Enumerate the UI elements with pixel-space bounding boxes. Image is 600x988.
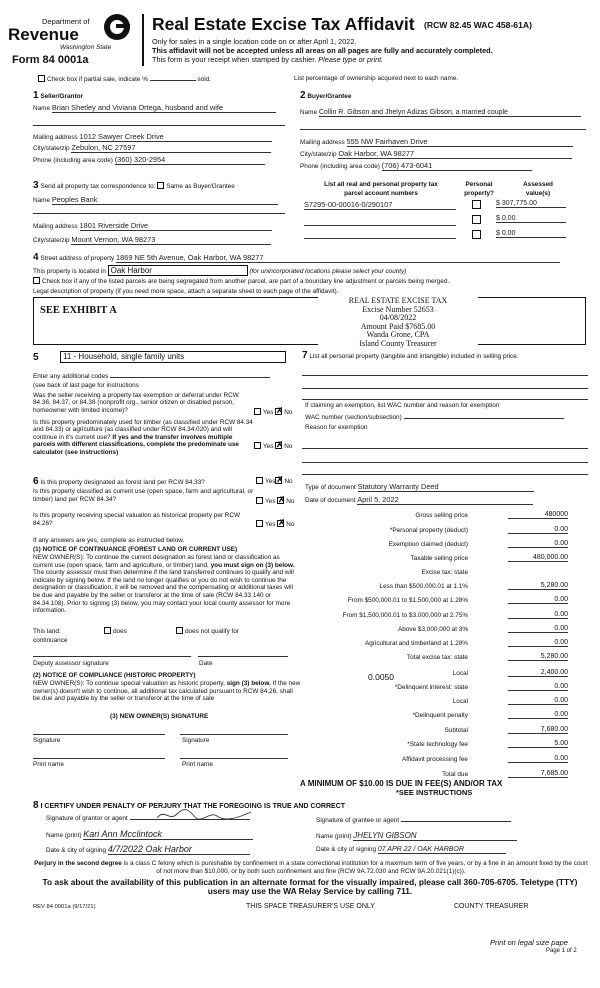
exhibit-text: SEE EXHIBIT A (40, 305, 117, 316)
historic-no-label: No (286, 521, 295, 528)
owner-print-line-1[interactable] (33, 758, 165, 759)
fee-value[interactable]: 0.00 (508, 526, 568, 534)
fee-label: Gross selling price (415, 512, 468, 519)
parcel-number-1[interactable]: S7295-00-00016-0/290107 (304, 200, 456, 210)
reason-label: Reason for exemption (305, 424, 368, 431)
fee-label: From $1,500,000.01 to $3,000,000 at 2.75% (342, 612, 468, 619)
buyer-mail[interactable]: 555 NW Fairhaven Drive (347, 137, 573, 147)
q2-no-checkbox[interactable] (275, 442, 282, 449)
dor-logo (4, 12, 144, 68)
street-label: Street address of property (40, 255, 115, 262)
buyer-name[interactable]: Collin R. Gibson and Jhelyn Adizas Gibson, a married couple (319, 109, 581, 117)
grantor-print-label: Name (print) (46, 832, 82, 839)
fee-label: Total due (442, 771, 468, 778)
fee-label: *Delinquent interest: state (394, 684, 468, 691)
stamp-line-6: Island County Treasurer (359, 338, 437, 348)
grantee-print-name[interactable]: JHELYN GIBSON (353, 831, 517, 841)
stamp-line-5: Wanda Grone, CPA (366, 330, 430, 340)
notice-2-body (33, 680, 301, 703)
personal-checkbox-1[interactable] (472, 200, 481, 209)
location-note: (for unincorporated locations please select your county) (249, 268, 407, 275)
partial-pct-field[interactable] (150, 80, 196, 81)
notice-2-text-b: sign (3) below. (226, 680, 271, 687)
logo-revenue-text: Revenue (8, 25, 79, 44)
land-use-code-select[interactable]: 11 - Household, single family units (60, 351, 286, 363)
assessed-value-1[interactable]: $ 307,775.00 (496, 200, 566, 208)
fee-label: Less than $500,000.01 at 1.1% (379, 583, 468, 590)
buyer-phone-label: Phone (including area code) (300, 163, 380, 170)
owner-print-label-2: Print name (182, 761, 213, 768)
seller-name[interactable]: Brian Shetley and Viviana Ortega, husband and wife (52, 103, 276, 113)
notice-2-title: (2) NOTICE OF COMPLIANCE (HISTORIC PROPERTY) (33, 672, 196, 679)
forest-question-text: Is this property designated as forest land per RCW 84.33? (40, 479, 205, 486)
notice-1-text-a: NEW OWNER(S): To continue the current designation as forest land or classification as current use (open space, farm and agriculture, or timber) land, (33, 554, 280, 569)
header-line-1: Only for sales in a single location code on or after April 1, 2022. (152, 37, 357, 46)
fee-value[interactable]: 480000 (508, 511, 568, 519)
doc-date-label: Date of document (305, 497, 356, 504)
parcel-line-3[interactable] (304, 238, 456, 239)
continuance-label: continuance (33, 637, 68, 644)
personal-checkbox-3[interactable] (472, 230, 481, 239)
minimum-due-note: A MINIMUM OF $10.00 IS DUE IN FEE(S) AND/OR TAX (300, 779, 503, 788)
grantor-signature-scribble (155, 808, 255, 822)
fee-label: From $500,000.01 to $1,500,000 at 1.28% (347, 597, 468, 604)
fee-value[interactable]: 5.00 (508, 740, 568, 748)
rcw-reference: (RCW 82.45 WAC 458-61A) (424, 20, 532, 30)
fee-value[interactable]: 0.00 (508, 755, 568, 763)
new-owner-sig-title: (3) NEW OWNER(S) SIGNATURE (110, 713, 209, 720)
buyer-mail-label: Mailing address (300, 139, 345, 146)
forest-no-label: No (284, 478, 293, 485)
sec3-number: 3 (33, 180, 39, 191)
historic-yes-label: Yes (265, 521, 276, 528)
street-address[interactable]: 1869 NE 5th Avenue, Oak Harbor, WA 98277 (116, 253, 560, 263)
doc-date[interactable]: April 5, 2022 (357, 495, 533, 505)
fee-label: *Delinquent penalty (412, 712, 468, 719)
buyer-city-label: City/state/zip (300, 151, 337, 158)
parcel-line-2[interactable] (304, 225, 456, 226)
fee-label: Local (452, 698, 468, 705)
forest-yes-checkbox[interactable] (256, 477, 263, 484)
location-select[interactable]: Oak Harbor (108, 265, 248, 276)
sec3-mail[interactable]: 1801 Riverside Drive (80, 221, 272, 231)
form-number: Form 84 0001a (12, 54, 89, 66)
logo-dept-text: Department of (42, 17, 90, 26)
perjury-text: is a class C felony which is punishable by confinement in a state correctional institution for a maximum term of five years, or by a fine in an amount fixed by the court of not more than $10,000, or by both such confinement and fine (RCW 9A.72.030 and RCW 9A.20.021(1)(c)). (123, 860, 588, 875)
grantee-sig-label: Signature of grantee or agent (316, 817, 400, 824)
fee-value[interactable]: 5,280.00 (508, 653, 568, 661)
personal-header: Personal (465, 181, 493, 188)
grantee-date-city[interactable]: 07 APR 22 / OAK HARBOR (378, 846, 506, 854)
doc-type[interactable]: Statutory Warranty Deed (358, 482, 534, 492)
sec4-number: 4 (33, 252, 39, 263)
personal-property-line-2[interactable] (302, 388, 588, 389)
ownership-note: List percentage of ownership acquired next to each name. (294, 75, 459, 82)
seller-phone-label: Phone (including area code) (33, 157, 113, 164)
exemption-question: Was the seller receiving a property tax exemption or deferral under RCW 84.36, 84.37, or 84.38 (nonprofit org., senior citizen or disabled person, homeowner with limited income)? (33, 392, 239, 414)
q2-yes-checkbox[interactable] (254, 442, 261, 449)
grantor-print-name[interactable]: Kari Ann Mcclintock (83, 829, 253, 840)
notice-1-text-c: The county assessor must then determine if the land transferred continues to qualify and will indicate by signing below. If the land no longer qualifies or you do not wish to continue the designation or classification, it will be removed and the compensating or additional taxes will be due and payable by the seller or transferor at the time of sale (RCW 84.33.140 or 84.34.108). Prior to signing (3) below, you may contact your local county assessor for more information. (33, 569, 294, 615)
sold-label: sold. (197, 76, 211, 83)
forest-no-checkbox[interactable] (275, 477, 282, 484)
segregated-label: Check box if any of the listed parcels are being segregated from another parcel, are part of a boundary line adjustment or parcels being merged. (42, 278, 450, 285)
fee-label: Agricultural and timberland at 1.28% (364, 640, 468, 647)
current-use-question: Is this property classified as current use (open space, farm and agricultural, or timber) land per RCW 84.34? (33, 488, 254, 503)
same-as-buyer-label: Same as Buyer/Grantee (166, 183, 235, 190)
owner-sig-label-1: Signature (33, 737, 61, 744)
deputy-sig-label: Deputy assessor signature (33, 660, 109, 667)
personal-checkbox-2[interactable] (472, 215, 481, 224)
seller-city-label: City/state/zip (33, 145, 70, 152)
does-not-label: does not qualify for (185, 628, 239, 635)
fee-value[interactable]: 0.00 (508, 697, 568, 705)
rev-number: REV 84 0001a (9/17/21) (33, 904, 96, 910)
stamp-line-4: Amount Paid $7685.00 (360, 321, 436, 331)
assessed-header: Assessed (523, 181, 553, 188)
see-back-note: (see back of last page for instructions (33, 382, 139, 389)
fee-label: Affidavit processing fee (402, 756, 468, 763)
seller-mail[interactable]: 1012 Sawyer Creek Drive (80, 132, 272, 142)
fee-label: *Personal property (deduct) (389, 527, 468, 534)
notice-1-title: (1) NOTICE OF CONTINUANCE (FOREST LAND OR CURRENT USE) (33, 546, 238, 553)
fee-label: Local (452, 670, 468, 677)
wac-label: WAC number (section/subsection) (305, 414, 402, 421)
perjury-title: Perjury in the second degree (34, 860, 122, 867)
fee-value[interactable]: 2,400.00 (508, 669, 568, 677)
reason-line-2[interactable] (302, 462, 588, 463)
additional-codes-field[interactable] (110, 377, 270, 378)
buyer-title: Buyer/Grantee (307, 93, 352, 100)
print-legal-note: Print on legal size pape (490, 938, 568, 947)
grantee-signature[interactable] (401, 821, 511, 822)
accessibility-note: To ask about the availability of this publication in an alternate format for the visually impaired, please call 360-705-6705. Teletype (TTY) users may use the WA Relay Service by calling 711. (42, 877, 578, 897)
deputy-sig-line[interactable] (33, 656, 191, 657)
header-line-3b: Please type or print. (318, 55, 384, 64)
q1-no-label: No (284, 409, 293, 416)
does-checkbox[interactable] (104, 627, 111, 634)
sec3-name[interactable]: Peoples Bank (52, 195, 278, 205)
reason-line-1[interactable] (302, 448, 588, 449)
logo-state-text: Washington State (60, 44, 112, 51)
current-use-yes-checkbox[interactable] (256, 497, 263, 504)
deputy-date-label: Date (199, 660, 213, 667)
partial-sale-checkbox[interactable] (38, 75, 45, 82)
wac-field[interactable] (404, 418, 564, 419)
q1-yes-label: Yes (263, 409, 274, 416)
header-line-3a: This form is your receipt when stamped by cashier. (152, 55, 317, 64)
does-not-checkbox[interactable] (176, 627, 183, 634)
fee-value[interactable]: 5,280.00 (508, 582, 568, 590)
personal-property-line-1[interactable] (302, 375, 588, 376)
owner-print-label-1: Print name (33, 761, 64, 768)
assessed-value-3[interactable]: $ 0.00 (496, 230, 566, 238)
header-line-2: This affidavit will not be accepted unless all areas on all pages are fully and accurately completed. (152, 46, 493, 55)
fee-value[interactable]: 0.00 (508, 540, 568, 548)
certify-statement: I CERTIFY UNDER PENALTY OF PERJURY THAT THE FOREGOING IS TRUE AND CORRECT (40, 803, 346, 810)
grantee-date-label: Date & city of signing (316, 846, 377, 853)
notice-2-text-c: If the new owner(s) doesn't wish to continue, all additional tax calculated pursuant to RCW 84.26, shall be due and payable by the seller or transferor at the time of sale (33, 680, 301, 703)
local-rate: 0.0050 (368, 672, 394, 682)
sec2-number: 2 (300, 90, 306, 101)
logo-swirl-icon (104, 14, 130, 40)
sec6-number: 6 (33, 476, 39, 487)
q1-no-checkbox[interactable] (275, 408, 282, 415)
stamp-line-1: REAL ESTATE EXCISE TAX (348, 296, 448, 305)
sec1-number: 1 (33, 90, 39, 101)
buyer-name-label: Name (300, 109, 318, 116)
parcel-header: List all real and personal property tax (324, 181, 438, 188)
legal-desc-label: Legal description of property (if you need more space, attach a separate sheet to each page of the affidavit). (33, 288, 339, 295)
owner-sig-label-2: Signature (182, 737, 210, 744)
seller-name-label: Name (33, 105, 51, 112)
historic-yes-checkbox[interactable] (256, 520, 263, 527)
codes-label: Enter any additional codes (33, 373, 109, 380)
owner-sig-line-1[interactable] (33, 734, 165, 735)
fee-value[interactable]: 0.00 (508, 625, 568, 633)
does-label: does (113, 628, 127, 635)
current-use-no-checkbox[interactable] (277, 497, 284, 504)
sec3-name-label: Name (33, 197, 51, 204)
sec3-label: Send all property tax correspondence to: (40, 183, 156, 190)
fee-label: Total excise tax: state (406, 654, 468, 661)
fee-label: Above $3,000,000 at 3% (398, 626, 468, 633)
sec3-city[interactable]: Mount Vernon, WA 98273 (71, 235, 271, 245)
q2-yes-label: Yes (263, 443, 274, 450)
fee-label: Exemption claimed (deduct) (388, 541, 468, 548)
timber-question-text: Is this property predominately used for timber (as classified under RCW 84.34 and 84.33) or agriculture (as classified under RCW 84.34.020) and will continue in it's current use? (33, 419, 253, 441)
located-label: This property is located in (33, 268, 106, 275)
page-number: Page 1 of 2 (546, 948, 577, 954)
county-treasurer-label: COUNTY TREASURER (454, 903, 529, 910)
q2-no-label: No (284, 443, 293, 450)
see-instructions-note: *SEE INSTRUCTIONS (396, 788, 473, 797)
historic-no-checkbox[interactable] (277, 520, 284, 527)
doc-type-label: Type of document (305, 484, 356, 491)
page-title: Real Estate Excise Tax Affidavit (152, 14, 415, 34)
buyer-city[interactable]: Oak Harbor, WA 98277 (338, 149, 572, 159)
sec7-number: 7 (302, 350, 308, 361)
fee-label: Subtotal (444, 727, 468, 734)
sec3-city-label: City/state/zip (33, 237, 70, 244)
current-use-yes-label: Yes (265, 498, 276, 505)
fee-label: *State technology fee (407, 741, 468, 748)
assessed-header-2: value(s) (525, 190, 551, 197)
forest-question (33, 476, 258, 487)
stamp-line-3: 04/08/2022 (379, 313, 417, 323)
assessed-value-2[interactable]: $ 0.00 (496, 215, 566, 223)
notice-2-text-a: NEW OWNER(S): To continue special valuation as historic property, (33, 680, 225, 687)
buyer-phone[interactable]: (706) 473-6041 (382, 161, 532, 171)
fee-value[interactable]: 0.00 (508, 683, 568, 691)
grantee-print-label: Name (print) (316, 833, 352, 840)
seller-mail-label: Mailing address (33, 134, 78, 141)
fee-value[interactable]: 0.00 (508, 596, 568, 604)
treasurer-use-label: THIS SPACE TREASURER'S USE ONLY (246, 903, 375, 910)
historic-question: Is this property receiving special valuation as historical property per RCW 84.26? (33, 512, 241, 527)
grantor-sig-label: Signature of grantor or agent (46, 815, 128, 822)
sec5-number: 5 (33, 352, 39, 363)
fee-value[interactable]: 0.00 (508, 639, 568, 647)
seller-phone[interactable]: (360) 320-2954 (115, 155, 265, 165)
exemption-label: If claiming an exemption, list WAC number and reason for exemption (305, 402, 500, 409)
seller-city[interactable]: Zebulon, NC 27597 (71, 143, 271, 153)
forest-yes-label: Yes (265, 478, 276, 485)
sec7-label: List all personal property (tangible and intangible) included in selling price. (309, 353, 519, 360)
notice-1-text-b: you must sign on (3) below. (210, 561, 295, 569)
grantor-date-city[interactable]: 4/7/2022 Oak Harbor (108, 844, 250, 855)
fee-value[interactable]: 0.00 (508, 711, 568, 719)
partial-sale-label: Check box if partial sale, indicate % (47, 76, 148, 83)
treasurer-stamp (318, 297, 478, 349)
fee-value[interactable]: 7,685.00 (508, 770, 568, 778)
fee-value[interactable]: 0.00 (508, 611, 568, 619)
sec3-mail-label: Mailing address (33, 223, 78, 230)
owner-sig-line-2[interactable] (180, 734, 288, 735)
sec8-number: 8 (33, 800, 39, 811)
current-use-no-label: No (286, 498, 295, 505)
personal-header-2: property? (464, 190, 494, 197)
fee-value[interactable]: 7,680.00 (508, 726, 568, 734)
if-any-note: If any answers are yes, complete as instructed below. (33, 537, 185, 544)
parcel-header-2: parcel account numbers (344, 190, 418, 197)
segregated-checkbox[interactable] (33, 277, 40, 284)
grantor-date-label: Date & city of signing (46, 847, 107, 854)
stamp-line-2: Excise Number 52653 (362, 304, 434, 314)
fee-label: Taxable selling price (410, 555, 468, 562)
seller-title: Seller/Grantor (40, 93, 83, 100)
timber-question-note: If yes and the transfer involves multiple parcels with different classifications, complete the predominate use calculator (see instructions) (33, 433, 239, 456)
this-land-label: This land: (33, 628, 61, 635)
fee-label: Excise tax: state (421, 569, 468, 576)
fee-value[interactable]: 480,000.00 (508, 554, 568, 562)
notice-1-body (33, 554, 301, 615)
q1-yes-checkbox[interactable] (254, 408, 261, 415)
same-as-buyer-checkbox[interactable] (157, 182, 164, 189)
timber-question (33, 419, 253, 456)
